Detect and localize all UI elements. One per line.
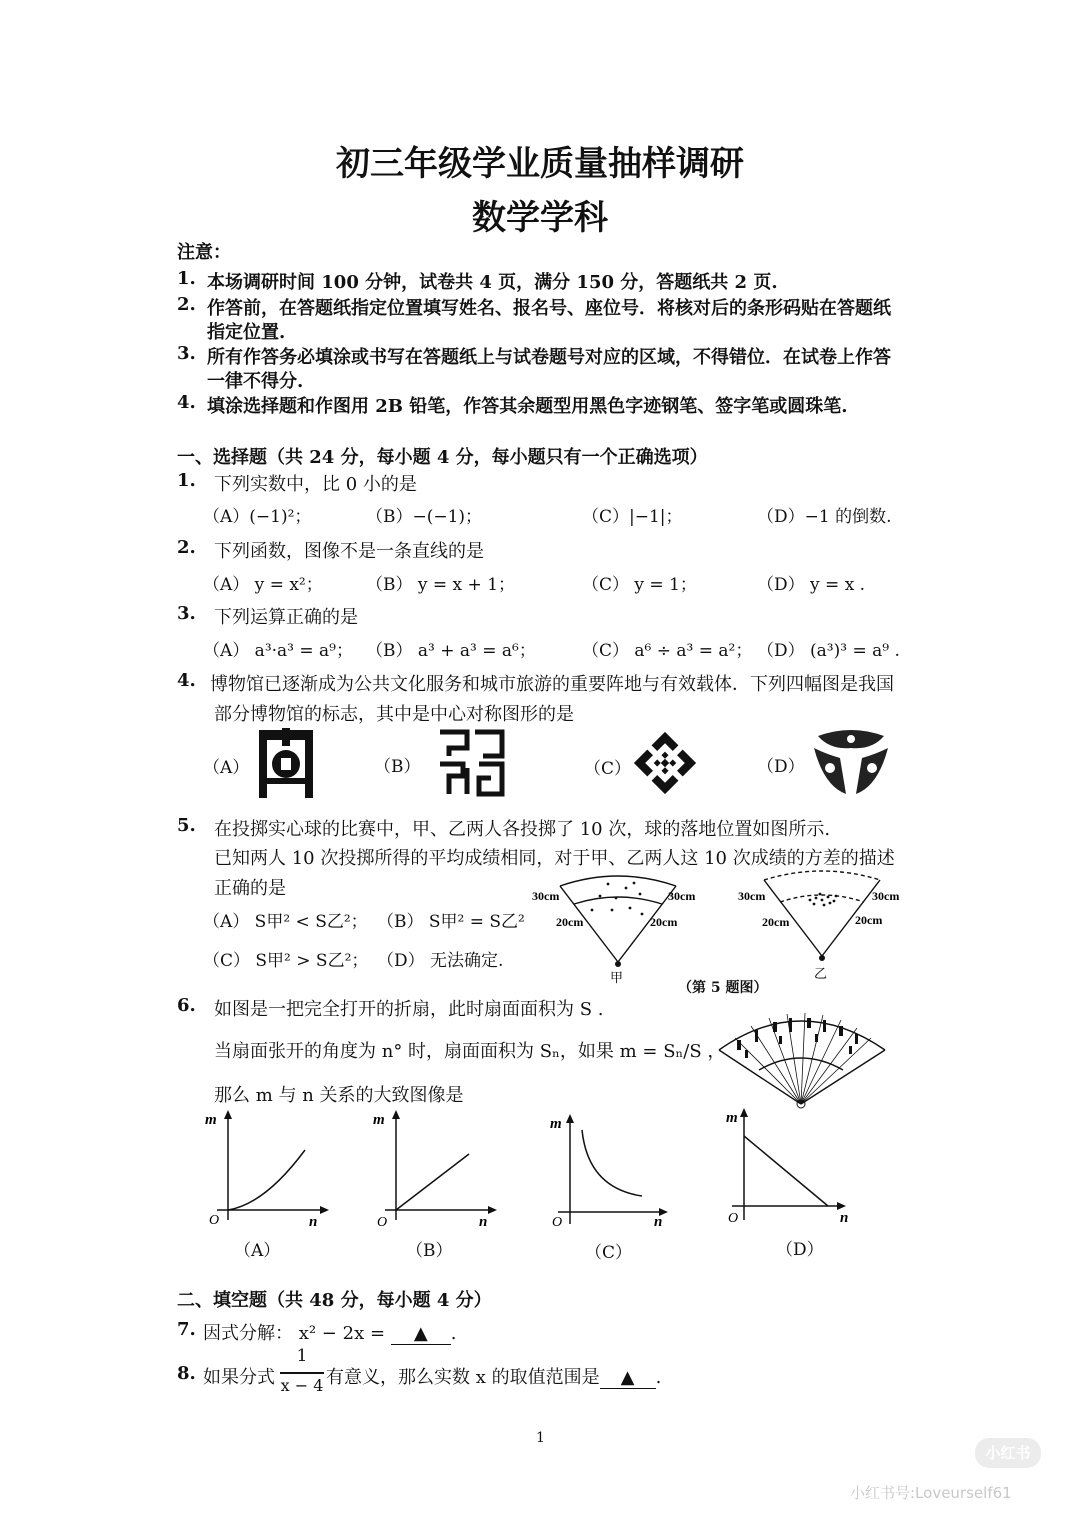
page-title: 初三年级学业质量抽样调研 [336,144,744,184]
option-d: （D） y = x . [757,575,866,595]
option-a: （A）(−1)²； [203,507,312,527]
label-30cm: 30cm [668,889,696,903]
section2-heading: 二、填空题（共 48 分，每小题 4 分） [177,1290,492,1311]
museum-logo-c-image [632,730,698,796]
graph-label: （B） [406,1241,453,1261]
question-stem-line: 在投掷实心球的比赛中，甲、乙两人各投掷了 10 次，球的落地位置如图所示. [214,819,831,840]
label-20cm: 20cm [650,915,678,929]
origin-label: O [377,1215,388,1230]
y-axis-label: m [726,1110,738,1126]
q7-text [203,1319,456,1345]
x-axis-label: n [654,1214,663,1230]
q8-post [326,1363,661,1389]
graph-b-plot [365,1108,505,1233]
museum-logo-b-image [437,728,505,798]
museum-logo-a-image [255,728,317,800]
option-a: （A） y = x²； [203,575,323,595]
option-c: （C）|−1|； [582,507,683,527]
graph-a-plot [195,1108,335,1233]
notice-num: 1. [177,268,196,289]
question-stem-line: 如图是一把完全打开的折扇，此时扇面面积为 S . [214,999,604,1020]
question-number: 2. [177,537,196,558]
question-stem-line: 那么 m 与 n 关系的大致图像是 [214,1085,464,1106]
label-30cm: 30cm [532,889,560,903]
section1-heading: 一、选择题（共 24 分，每小题 4 分，每小题只有一个正确选项） [177,447,708,468]
option-b: （B）−(−1)； [366,507,483,527]
question-stem-line: 已知两人 10 次投掷所得的平均成绩相同，对于甲、乙两人这 10 次成绩的方差的描述 [214,848,895,869]
y-axis-label: m [550,1116,562,1132]
option-c: （C） [584,759,632,779]
option-b: （B） a³ + a³ = a⁶； [366,641,536,661]
label-20cm: 20cm [855,913,883,927]
question-number: 6. [177,995,196,1016]
page-subtitle: 数学学科 [472,198,608,238]
answer-blank: ▲ [600,1367,656,1389]
origin-label: O [728,1211,739,1226]
label-30cm: 30cm [872,889,900,903]
fraction-denominator: x − 4 [280,1376,324,1395]
question-number: 8. [177,1363,196,1384]
q8-end: . [655,1367,662,1388]
option-c: （C） a⁶ ÷ a³ = a²； [582,641,753,661]
notice-line: 指定位置. [207,322,286,343]
y-axis-label: m [205,1112,217,1128]
x-axis-label: n [309,1214,318,1230]
option-b: （B） [374,757,421,777]
watermark-text: 小红书号:Loveurself61 [850,1484,1012,1502]
q7-end: . [450,1323,457,1344]
option-b: （B） S甲² = S乙² [377,912,525,932]
label-20cm: 20cm [556,915,584,929]
option-c: （C） S甲² > S乙²； [203,951,369,971]
question-stem-line: 博物馆已逐渐成为公共文化服务和城市旅游的重要阵地与有效载体．下列四幅图是我国 [210,674,894,695]
option-d: （D） 无法确定. [377,951,504,971]
question-stem: 下列运算正确的是 [214,607,358,628]
graph-label: （D） [776,1240,824,1260]
page-number: 1 [536,1430,545,1446]
fraction-bar [280,1372,324,1374]
question-stem-line: 正确的是 [214,878,286,899]
notice-heading: 注意： [177,242,231,263]
notice-line: 本场调研时间 100 分钟，试卷共 4 页，满分 150 分，答题纸共 2 页. [207,272,778,293]
notice-line: 所有作答务必填涂或书写在答题纸上与试卷题号对应的区域，不得错位．在试卷上作答 [207,347,891,368]
option-d: （D） [757,757,805,777]
question-number: 5. [177,815,196,836]
notice-line: 作答前，在答题纸指定位置填写姓名、报名号、座位号．将核对后的条形码贴在答题纸 [207,298,891,319]
question-stem: 下列实数中，比 0 小的是 [214,474,417,495]
option-c: （C） y = 1； [582,575,697,595]
notice-num: 2. [177,294,196,315]
notice-num: 3. [177,343,196,364]
option-b: （B） y = x + 1； [366,575,516,595]
option-d: （D）−1 的倒数. [757,507,892,527]
notice-line: 一律不得分. [207,371,304,392]
q8-pre: 如果分式 [203,1367,275,1388]
question-stem: 下列函数，图像不是一条直线的是 [214,541,484,562]
label-yi: 乙 [814,966,828,981]
graph-label: （A） [234,1241,281,1261]
graph-c-plot [536,1112,676,1237]
x-axis-label: n [479,1214,488,1230]
question-stem-line: 部分博物馆的标志，其中是中心对称图形的是 [214,704,574,725]
folding-fan-image [715,1000,890,1112]
origin-label: O [209,1213,220,1228]
label-jia: 甲 [610,970,624,985]
watermark-badge: 小红书 [975,1438,1041,1468]
option-d: （D） (a³)³ = a⁹ . [757,641,900,661]
answer-blank: ▲ [391,1323,451,1345]
label-20cm: 20cm [762,915,790,929]
fraction-numerator: 1 [296,1346,308,1366]
question-number: 3. [177,603,196,624]
question-number: 4. [177,670,196,691]
q8-post-text: 有意义，那么实数 x 的取值范围是 [326,1367,600,1388]
q7-stem: 因式分解： x² − 2x = [203,1323,391,1344]
y-axis-label: m [373,1112,385,1128]
question-number: 7. [177,1319,196,1340]
question-number: 1. [177,470,196,491]
x-axis-label: n [840,1210,849,1226]
question-stem-line: 当扇面张开的角度为 n° 时，扇面面积为 Sₙ，如果 m = Sₙ/S ， [214,1041,726,1062]
notice-line: 填涂选择题和作图用 2B 铅笔，作答其余题型用黑色字迹钢笔、签字笔或圆珠笔. [207,396,848,417]
museum-logo-d-image [812,728,890,798]
option-a: （A） a³·a³ = a⁹； [203,641,353,661]
option-a: （A） S甲² < S乙²； [203,912,368,932]
graph-d-plot [718,1106,858,1231]
origin-label: O [552,1215,563,1230]
option-a: （A） [203,758,250,778]
figure-caption: （第 5 题图） [678,980,768,996]
graph-label: （C） [585,1243,633,1263]
label-30cm: 30cm [738,889,766,903]
notice-num: 4. [177,392,196,413]
